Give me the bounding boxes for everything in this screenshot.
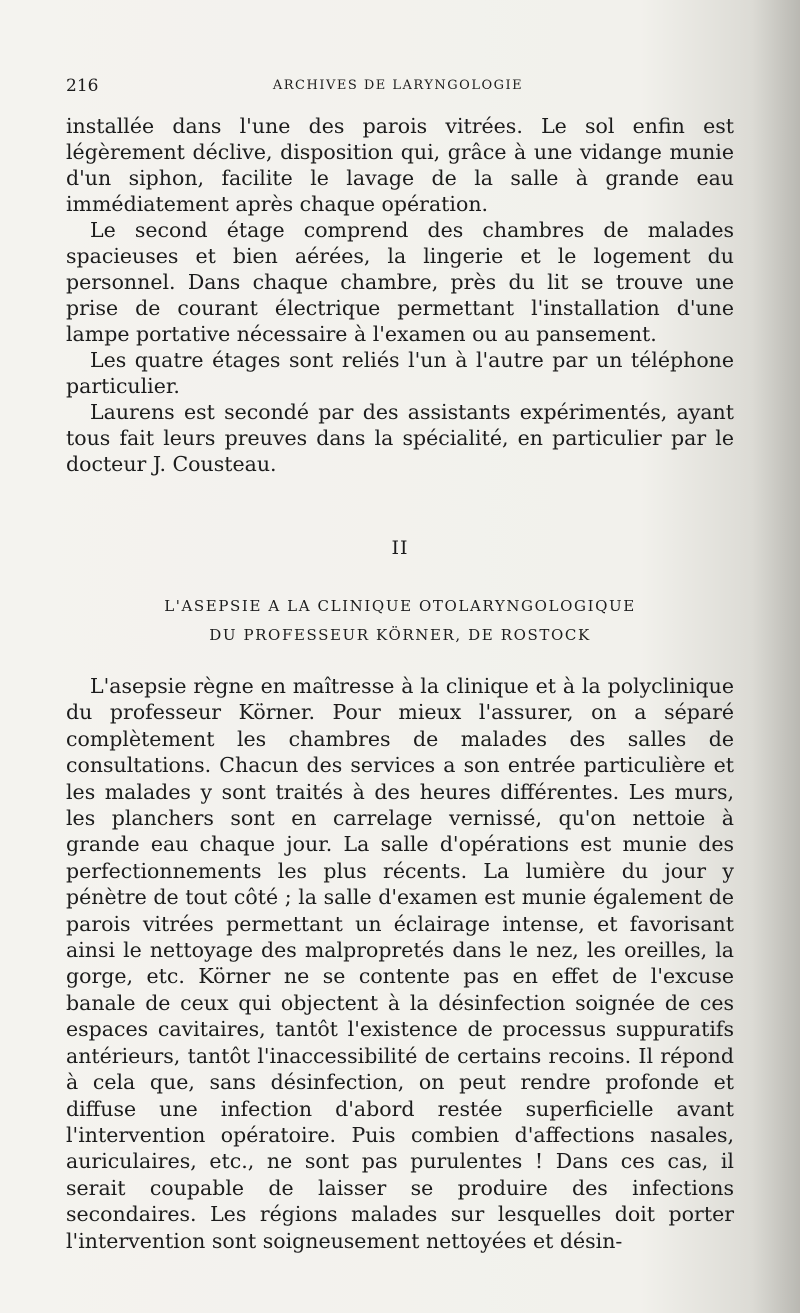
paragraph: L'asepsie règne en maîtresse à la clinique et à la polyclinique du professeur Körner. Pour mieux l'assurer, on a séparé complètement les chambres de malades des salles de consultations. Chacun des services a son entrée particulière et les malades y sont traités à des heures différentes. Les murs, les planchers sont en carrelage vernissé, qu'on nettoie à grande eau chaque jour. La salle d'opérations est munie des perfectionnements les plus récents. La lumière du jour y pénètre de tout côté ; la salle d'examen est munie également de parois vitrées permettant un éclairage intense, et favorisant ainsi le nettoyage des malpropretés dans le nez, les oreilles, la gorge, etc. Körner ne se contente pas en effet de l'excuse banale de ceux qui objectent à la désinfection soignée de ces espaces cavitaires, tantôt l'existence de processus suppuratifs antérieurs, tantôt l'inaccessibilité de certains recoins. Il répond à cela que, sans désinfection, on peut rendre profonde et diffuse une infection d'abord restée superficielle avant l'intervention opératoire. Puis combien d'affections nasales, auriculaires, etc., ne sont pas purulentes ! Dans ces cas, il serait coupable de laisser se produire des infections secondaires. Les régions malades sur lesquelles doit porter l'intervention sont soigneusement nettoyées et désin- [66,674,734,1253]
section-title-line-1: L'ASEPSIE A LA CLINIQUE OTOLARYNGOLOGIQUE [164,597,636,615]
page-number: 216 [66,76,99,96]
paragraph: Le second étage comprend des chambres de malades spacieuses et bien aérées, la lingerie et le logement du personnel. Dans chaque chambre, près du lit se trouve une prise de courant électrique permettant l'installation d'une lampe portative nécessaire à l'examen ou au pansement. [66,218,734,346]
paragraph: Laurens est secondé par des assistants expérimentés, ayant tous fait leurs preuves dans la spécialité, en particulier par le docteur J. Cousteau. [66,400,734,476]
paragraph: Les quatre étages sont reliés l'un à l'autre par un téléphone particulier. [66,348,734,398]
paragraph-continuation: installée dans l'une des parois vitrées. Le sol enfin est légèrement déclive, disposition qui, grâce à une vidange munie d'un siphon, facilite le lavage de la salle à grande eau immédiatement après chaque opération. [66,114,734,216]
text-block-bottom [66,673,734,1254]
section-number: II [391,537,409,559]
page-header [66,76,730,100]
text-block-top [66,113,734,477]
running-head: ARCHIVES DE LARYNGOLOGIE [272,78,524,93]
section-title-line-2: DU PROFESSEUR KÖRNER, DE ROSTOCK [209,626,591,644]
